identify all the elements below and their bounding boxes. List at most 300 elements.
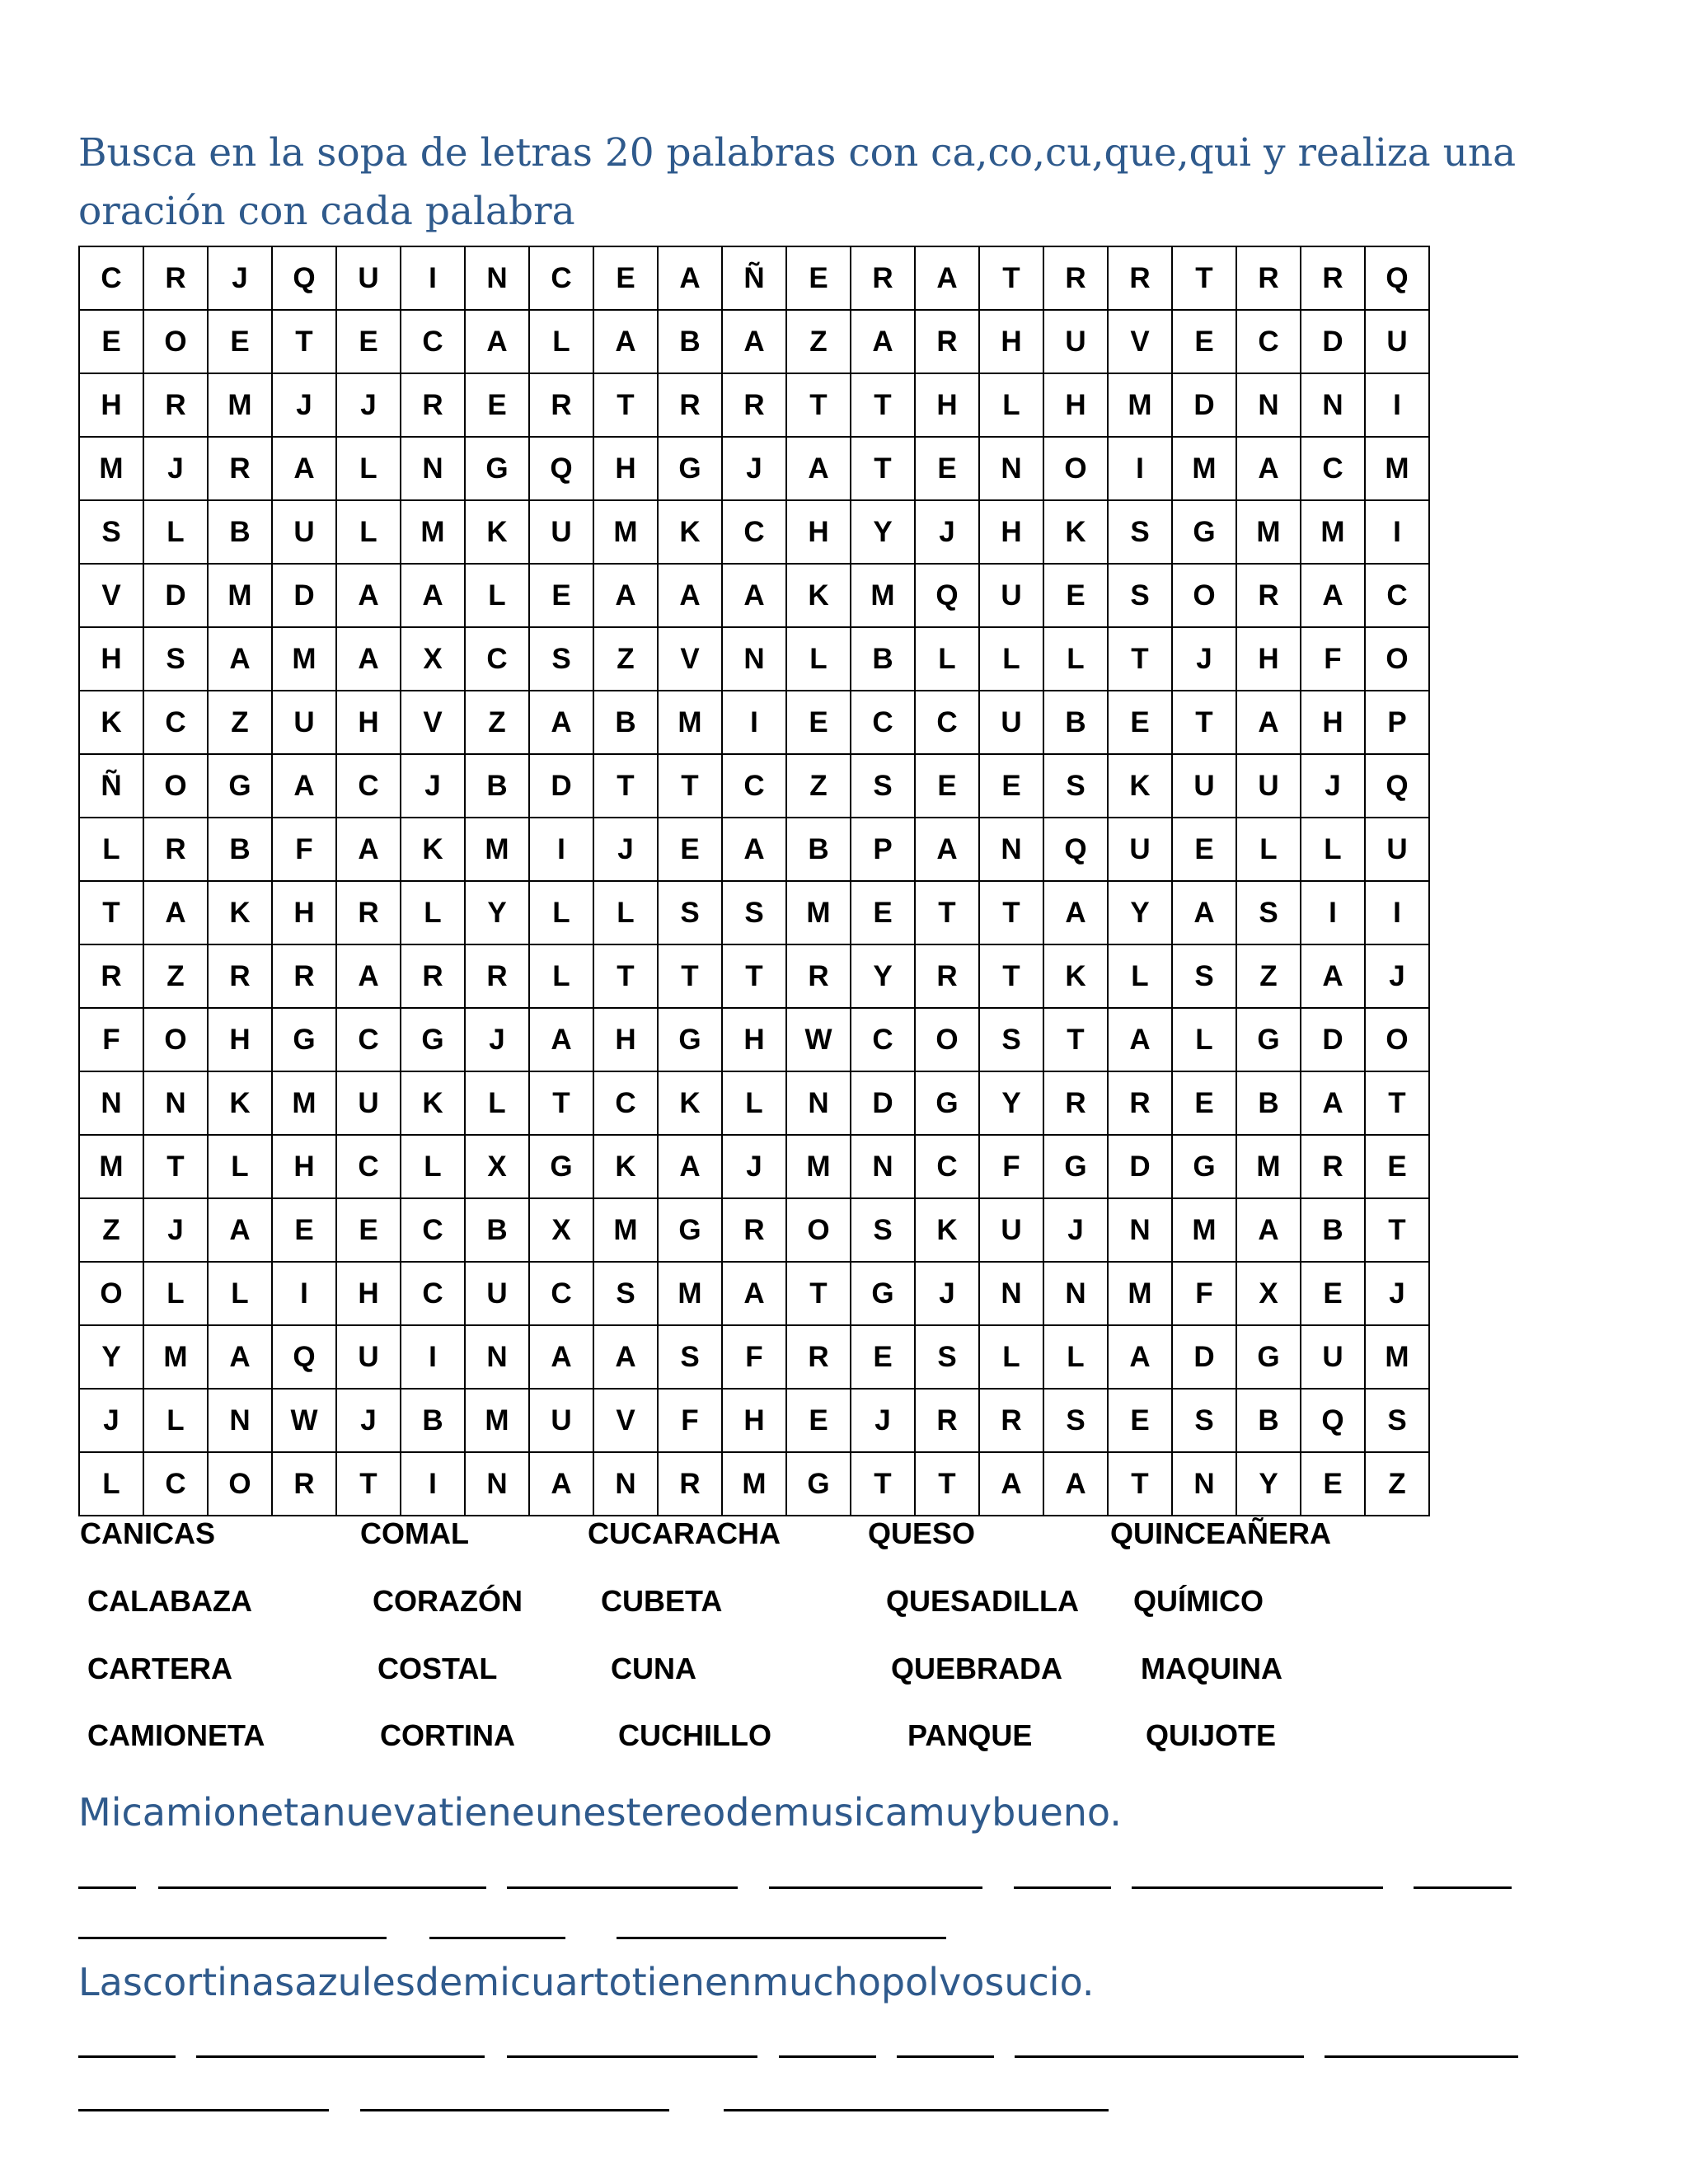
- grid-cell: L: [915, 627, 979, 691]
- grid-cell: M: [1301, 500, 1365, 564]
- grid-cell: S: [851, 754, 915, 818]
- grid-cell: R: [272, 1452, 336, 1516]
- grid-cell: Y: [79, 1325, 143, 1389]
- grid-cell: T: [79, 881, 143, 944]
- grid-cell: R: [1108, 246, 1172, 310]
- grid-cell: R: [143, 818, 208, 881]
- grid-cell: U: [465, 1262, 529, 1325]
- grid-row: [79, 1135, 1429, 1198]
- grid-cell: W: [272, 1389, 336, 1452]
- grid-cell: L: [208, 1262, 272, 1325]
- grid-cell: Q: [272, 246, 336, 310]
- grid-cell: G: [786, 1452, 851, 1516]
- grid-cell: L: [1043, 627, 1108, 691]
- grid-cell: C: [722, 754, 786, 818]
- grid-cell: K: [915, 1198, 979, 1262]
- grid-cell: C: [401, 310, 465, 373]
- grid-cell: F: [1172, 1262, 1236, 1325]
- grid-cell: A: [529, 1325, 593, 1389]
- word-item: QUEBRADA: [891, 1652, 1063, 1685]
- grid-cell: M: [208, 564, 272, 627]
- grid-cell: J: [1043, 1198, 1108, 1262]
- grid-cell: O: [1365, 1008, 1429, 1071]
- word-item: PANQUE: [907, 1718, 1033, 1752]
- grid-cell: R: [143, 246, 208, 310]
- grid-cell: H: [593, 437, 658, 500]
- grid-cell: M: [79, 437, 143, 500]
- grid-cell: G: [465, 437, 529, 500]
- grid-cell: L: [979, 627, 1043, 691]
- grid-cell: Y: [979, 1071, 1043, 1135]
- grid-cell: B: [401, 1389, 465, 1452]
- grid-cell: L: [143, 1389, 208, 1452]
- grid-cell: L: [1108, 944, 1172, 1008]
- grid-cell: N: [979, 818, 1043, 881]
- grid-cell: R: [401, 373, 465, 437]
- grid-cell: J: [1365, 944, 1429, 1008]
- grid-cell: J: [336, 373, 401, 437]
- grid-row: [79, 500, 1429, 564]
- grid-cell: H: [722, 1008, 786, 1071]
- grid-cell: E: [1108, 691, 1172, 754]
- grid-cell: N: [1236, 373, 1301, 437]
- grid-cell: S: [658, 1325, 722, 1389]
- answer-blank: [1015, 2055, 1304, 2058]
- grid-cell: S: [1236, 881, 1301, 944]
- grid-cell: S: [1108, 564, 1172, 627]
- grid-cell: K: [658, 500, 722, 564]
- word-item: QUESO: [868, 1516, 976, 1550]
- grid-cell: T: [915, 1452, 979, 1516]
- grid-cell: H: [722, 1389, 786, 1452]
- grid-cell: M: [1172, 1198, 1236, 1262]
- answer-blank: [1014, 1886, 1111, 1889]
- grid-row: [79, 310, 1429, 373]
- grid-cell: R: [208, 944, 272, 1008]
- grid-cell: A: [465, 310, 529, 373]
- example-sentence: Micamionetanuevatieneunestereodemusicamuybueno.: [78, 1790, 1122, 1835]
- grid-cell: H: [979, 500, 1043, 564]
- grid-cell: K: [401, 1071, 465, 1135]
- grid-cell: A: [1043, 1452, 1108, 1516]
- grid-cell: Q: [915, 564, 979, 627]
- grid-cell: H: [1301, 691, 1365, 754]
- grid-cell: I: [1365, 881, 1429, 944]
- grid-cell: L: [465, 1071, 529, 1135]
- grid-cell: Y: [1236, 1452, 1301, 1516]
- grid-cell: U: [529, 500, 593, 564]
- grid-cell: E: [786, 246, 851, 310]
- grid-cell: S: [915, 1325, 979, 1389]
- grid-cell: A: [336, 944, 401, 1008]
- grid-cell: D: [1172, 1325, 1236, 1389]
- grid-cell: Q: [1043, 818, 1108, 881]
- grid-cell: D: [851, 1071, 915, 1135]
- answer-blank: [897, 2055, 994, 2058]
- grid-cell: R: [336, 881, 401, 944]
- grid-cell: N: [851, 1135, 915, 1198]
- grid-cell: T: [336, 1452, 401, 1516]
- grid-cell: F: [722, 1325, 786, 1389]
- grid-cell: N: [465, 1452, 529, 1516]
- grid-cell: J: [465, 1008, 529, 1071]
- word-item: CUCHILLO: [618, 1718, 771, 1752]
- grid-cell: B: [1043, 691, 1108, 754]
- grid-cell: J: [272, 373, 336, 437]
- grid-cell: A: [1301, 1071, 1365, 1135]
- grid-cell: A: [593, 1325, 658, 1389]
- grid-cell: T: [593, 754, 658, 818]
- grid-cell: B: [851, 627, 915, 691]
- grid-cell: L: [979, 1325, 1043, 1389]
- grid-cell: K: [1043, 500, 1108, 564]
- grid-cell: C: [143, 691, 208, 754]
- grid-cell: T: [915, 881, 979, 944]
- answer-blank: [158, 1886, 486, 1889]
- grid-cell: G: [658, 1198, 722, 1262]
- grid-cell: Ñ: [722, 246, 786, 310]
- grid-cell: R: [851, 246, 915, 310]
- grid-cell: E: [851, 881, 915, 944]
- grid-cell: L: [465, 564, 529, 627]
- word-search-grid: [78, 246, 1430, 1516]
- grid-cell: R: [401, 944, 465, 1008]
- grid-cell: N: [401, 437, 465, 500]
- grid-cell: C: [401, 1262, 465, 1325]
- grid-cell: N: [465, 1325, 529, 1389]
- grid-cell: C: [143, 1452, 208, 1516]
- grid-cell: Q: [272, 1325, 336, 1389]
- grid-cell: J: [915, 500, 979, 564]
- grid-cell: V: [79, 564, 143, 627]
- grid-cell: R: [915, 1389, 979, 1452]
- grid-cell: M: [1108, 373, 1172, 437]
- grid-cell: T: [143, 1135, 208, 1198]
- grid-row: [79, 373, 1429, 437]
- grid-cell: A: [208, 1198, 272, 1262]
- grid-cell: A: [722, 564, 786, 627]
- grid-cell: A: [1236, 1198, 1301, 1262]
- grid-cell: R: [1236, 246, 1301, 310]
- grid-cell: C: [79, 246, 143, 310]
- grid-cell: O: [786, 1198, 851, 1262]
- grid-cell: C: [722, 500, 786, 564]
- grid-cell: C: [1365, 564, 1429, 627]
- grid-row: [79, 1198, 1429, 1262]
- grid-cell: M: [851, 564, 915, 627]
- grid-cell: H: [208, 1008, 272, 1071]
- grid-cell: R: [1301, 1135, 1365, 1198]
- grid-cell: L: [529, 944, 593, 1008]
- grid-cell: R: [208, 437, 272, 500]
- grid-cell: A: [1108, 1008, 1172, 1071]
- grid-cell: A: [1301, 564, 1365, 627]
- grid-cell: G: [1172, 500, 1236, 564]
- grid-cell: Z: [593, 627, 658, 691]
- grid-cell: L: [529, 310, 593, 373]
- grid-cell: T: [529, 1071, 593, 1135]
- grid-cell: O: [143, 1008, 208, 1071]
- answer-blank: [1414, 1886, 1512, 1889]
- grid-cell: R: [1043, 246, 1108, 310]
- grid-cell: Z: [208, 691, 272, 754]
- grid-cell: X: [465, 1135, 529, 1198]
- grid-cell: G: [1236, 1008, 1301, 1071]
- grid-cell: C: [336, 1008, 401, 1071]
- grid-cell: G: [401, 1008, 465, 1071]
- word-item: CORTINA: [380, 1718, 515, 1752]
- grid-cell: O: [79, 1262, 143, 1325]
- grid-cell: P: [1365, 691, 1429, 754]
- grid-cell: X: [1236, 1262, 1301, 1325]
- grid-cell: M: [79, 1135, 143, 1198]
- grid-cell: H: [786, 500, 851, 564]
- word-item: CALABAZA: [87, 1584, 252, 1618]
- grid-cell: G: [272, 1008, 336, 1071]
- grid-cell: G: [658, 1008, 722, 1071]
- grid-cell: J: [722, 1135, 786, 1198]
- answer-blank: [78, 1937, 387, 1939]
- grid-cell: E: [1172, 818, 1236, 881]
- grid-cell: A: [529, 1008, 593, 1071]
- grid-cell: R: [915, 310, 979, 373]
- grid-cell: K: [401, 818, 465, 881]
- grid-cell: N: [979, 1262, 1043, 1325]
- grid-cell: J: [401, 754, 465, 818]
- grid-cell: D: [143, 564, 208, 627]
- grid-cell: L: [593, 881, 658, 944]
- grid-cell: T: [851, 437, 915, 500]
- grid-cell: K: [465, 500, 529, 564]
- grid-cell: A: [851, 310, 915, 373]
- grid-cell: V: [1108, 310, 1172, 373]
- word-item: CAMIONETA: [87, 1718, 265, 1752]
- grid-row: [79, 1325, 1429, 1389]
- grid-cell: K: [208, 881, 272, 944]
- grid-cell: I: [401, 246, 465, 310]
- grid-cell: Z: [1365, 1452, 1429, 1516]
- grid-row: [79, 881, 1429, 944]
- grid-cell: U: [529, 1389, 593, 1452]
- word-item: COMAL: [360, 1516, 469, 1550]
- grid-cell: L: [143, 500, 208, 564]
- grid-cell: A: [1236, 691, 1301, 754]
- grid-cell: U: [979, 1198, 1043, 1262]
- grid-cell: M: [1172, 437, 1236, 500]
- grid-cell: U: [336, 1071, 401, 1135]
- grid-cell: V: [658, 627, 722, 691]
- grid-cell: N: [1172, 1452, 1236, 1516]
- grid-cell: M: [208, 373, 272, 437]
- grid-cell: G: [851, 1262, 915, 1325]
- grid-cell: E: [593, 246, 658, 310]
- grid-cell: M: [465, 818, 529, 881]
- grid-cell: I: [272, 1262, 336, 1325]
- answer-blank: [78, 1886, 136, 1889]
- grid-cell: K: [786, 564, 851, 627]
- grid-cell: D: [272, 564, 336, 627]
- grid-cell: S: [143, 627, 208, 691]
- grid-cell: B: [208, 500, 272, 564]
- grid-cell: D: [1172, 373, 1236, 437]
- grid-cell: X: [529, 1198, 593, 1262]
- grid-cell: S: [1172, 944, 1236, 1008]
- grid-cell: R: [658, 1452, 722, 1516]
- grid-cell: R: [658, 373, 722, 437]
- grid-cell: C: [851, 691, 915, 754]
- grid-cell: S: [1365, 1389, 1429, 1452]
- grid-cell: C: [529, 1262, 593, 1325]
- grid-cell: Y: [465, 881, 529, 944]
- grid-cell: L: [208, 1135, 272, 1198]
- grid-row: [79, 1071, 1429, 1135]
- grid-cell: J: [79, 1389, 143, 1452]
- grid-cell: C: [915, 691, 979, 754]
- grid-cell: M: [1236, 500, 1301, 564]
- grid-cell: A: [979, 1452, 1043, 1516]
- grid-cell: L: [722, 1071, 786, 1135]
- grid-cell: L: [786, 627, 851, 691]
- answer-blank: [429, 1937, 565, 1939]
- grid-cell: U: [1365, 310, 1429, 373]
- grid-cell: P: [851, 818, 915, 881]
- word-item: CUNA: [611, 1652, 696, 1685]
- grid-cell: C: [593, 1071, 658, 1135]
- grid-cell: T: [979, 944, 1043, 1008]
- grid-cell: O: [1172, 564, 1236, 627]
- grid-row: [79, 1452, 1429, 1516]
- grid-cell: U: [272, 691, 336, 754]
- grid-cell: Y: [1108, 881, 1172, 944]
- grid-row: [79, 818, 1429, 881]
- grid-cell: F: [979, 1135, 1043, 1198]
- grid-cell: M: [593, 500, 658, 564]
- grid-cell: M: [658, 1262, 722, 1325]
- grid-cell: E: [979, 754, 1043, 818]
- grid-cell: D: [529, 754, 593, 818]
- grid-cell: G: [529, 1135, 593, 1198]
- grid-cell: O: [1365, 627, 1429, 691]
- grid-cell: N: [79, 1071, 143, 1135]
- grid-cell: Q: [1365, 754, 1429, 818]
- grid-cell: A: [915, 246, 979, 310]
- grid-cell: D: [1301, 310, 1365, 373]
- grid-cell: B: [1236, 1389, 1301, 1452]
- grid-cell: L: [1301, 818, 1365, 881]
- grid-cell: C: [401, 1198, 465, 1262]
- grid-cell: A: [786, 437, 851, 500]
- grid-cell: J: [1365, 1262, 1429, 1325]
- grid-cell: R: [529, 373, 593, 437]
- grid-cell: U: [1301, 1325, 1365, 1389]
- grid-cell: A: [272, 437, 336, 500]
- grid-cell: G: [1172, 1135, 1236, 1198]
- grid-cell: H: [79, 373, 143, 437]
- grid-cell: O: [1043, 437, 1108, 500]
- answer-blank: [724, 2109, 1109, 2111]
- grid-cell: A: [1236, 437, 1301, 500]
- grid-cell: T: [979, 881, 1043, 944]
- grid-cell: T: [593, 373, 658, 437]
- grid-cell: J: [143, 437, 208, 500]
- grid-cell: M: [1236, 1135, 1301, 1198]
- grid-cell: L: [529, 881, 593, 944]
- grid-cell: Z: [79, 1198, 143, 1262]
- grid-cell: M: [786, 1135, 851, 1198]
- grid-cell: E: [851, 1325, 915, 1389]
- grid-cell: H: [272, 881, 336, 944]
- grid-cell: E: [1172, 310, 1236, 373]
- grid-cell: B: [208, 818, 272, 881]
- grid-cell: M: [593, 1198, 658, 1262]
- word-item: QUIJOTE: [1146, 1718, 1277, 1752]
- grid-cell: U: [336, 1325, 401, 1389]
- grid-cell: E: [1301, 1262, 1365, 1325]
- grid-cell: U: [979, 691, 1043, 754]
- grid-cell: R: [722, 1198, 786, 1262]
- answer-blank: [196, 2055, 485, 2058]
- grid-cell: A: [1172, 881, 1236, 944]
- word-item: QUINCEAÑERA: [1110, 1516, 1332, 1550]
- grid-cell: T: [786, 373, 851, 437]
- grid-cell: K: [593, 1135, 658, 1198]
- grid-cell: N: [593, 1452, 658, 1516]
- grid-cell: H: [336, 691, 401, 754]
- grid-cell: M: [1108, 1262, 1172, 1325]
- grid-cell: T: [658, 754, 722, 818]
- grid-cell: L: [401, 1135, 465, 1198]
- grid-cell: E: [786, 1389, 851, 1452]
- grid-cell: K: [658, 1071, 722, 1135]
- grid-cell: B: [786, 818, 851, 881]
- word-item: QUÍMICO: [1133, 1584, 1264, 1618]
- grid-cell: E: [336, 1198, 401, 1262]
- grid-cell: R: [1043, 1071, 1108, 1135]
- grid-cell: H: [272, 1135, 336, 1198]
- grid-cell: R: [143, 373, 208, 437]
- grid-cell: S: [79, 500, 143, 564]
- grid-cell: Z: [143, 944, 208, 1008]
- grid-cell: E: [1172, 1071, 1236, 1135]
- word-item: CUCARACHA: [588, 1516, 781, 1550]
- grid-cell: B: [465, 1198, 529, 1262]
- grid-cell: D: [1301, 1008, 1365, 1071]
- grid-cell: Q: [1365, 246, 1429, 310]
- grid-cell: U: [979, 564, 1043, 627]
- example-sentence: Lascortinasazulesdemicuartotienenmuchopolvosucio.: [78, 1960, 1095, 2004]
- grid-cell: N: [786, 1071, 851, 1135]
- grid-cell: I: [529, 818, 593, 881]
- grid-cell: H: [979, 310, 1043, 373]
- grid-cell: C: [1236, 310, 1301, 373]
- grid-cell: S: [722, 881, 786, 944]
- grid-cell: Q: [529, 437, 593, 500]
- grid-cell: L: [336, 437, 401, 500]
- grid-cell: C: [1301, 437, 1365, 500]
- grid-cell: S: [1043, 754, 1108, 818]
- grid-cell: C: [336, 754, 401, 818]
- grid-cell: G: [1043, 1135, 1108, 1198]
- grid-cell: A: [658, 564, 722, 627]
- grid-cell: S: [593, 1262, 658, 1325]
- grid-cell: F: [658, 1389, 722, 1452]
- grid-cell: T: [1172, 246, 1236, 310]
- grid-cell: A: [272, 754, 336, 818]
- grid-cell: I: [401, 1325, 465, 1389]
- word-item: COSTAL: [377, 1652, 498, 1685]
- grid-cell: A: [1043, 881, 1108, 944]
- grid-cell: L: [336, 500, 401, 564]
